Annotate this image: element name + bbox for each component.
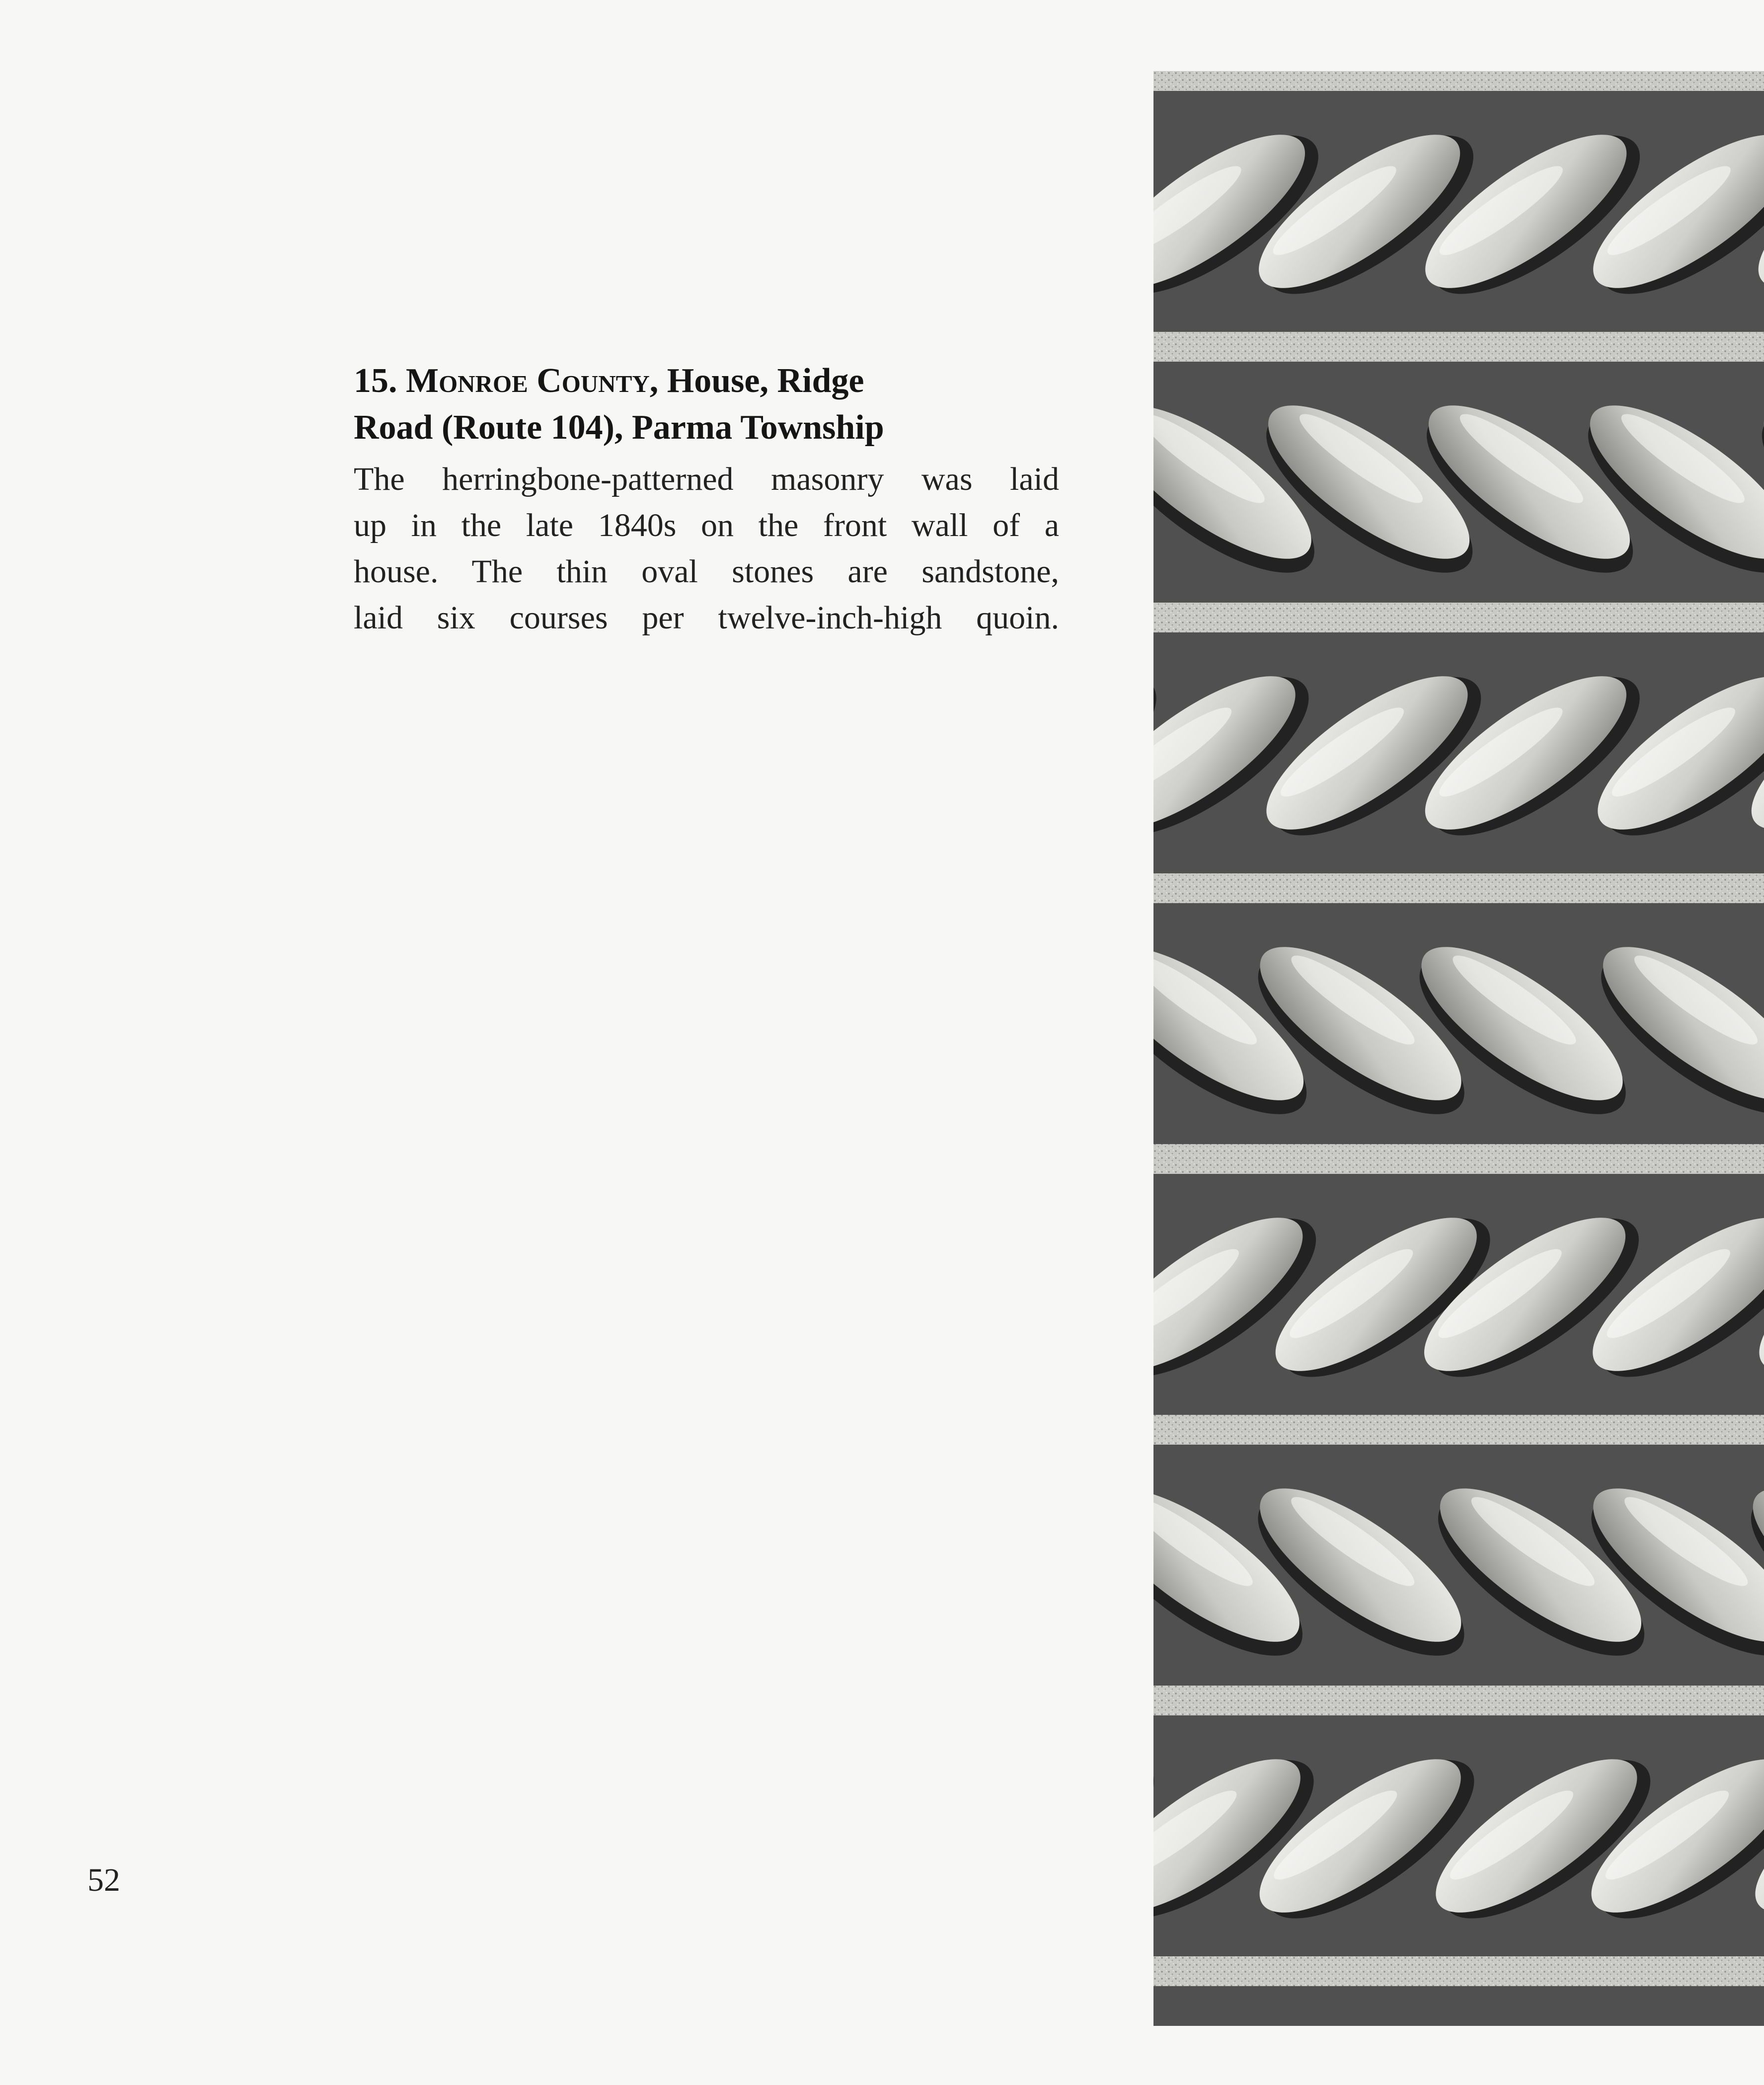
caption-title [354, 358, 1059, 451]
caption-body-line: laid six courses per twelve-inch-high quoin. [354, 600, 1059, 636]
mortar-band [1153, 603, 1764, 632]
mortar-band [1153, 332, 1764, 362]
course-recess [1153, 1986, 1764, 2026]
caption-body-line: The herringbone-patterned masonry was laid [354, 461, 1059, 497]
county-name: Monroe County, [406, 362, 659, 400]
mortar-band [1153, 873, 1764, 903]
caption-body-line: up in the late 1840s on the front wall of a [354, 507, 1059, 543]
caption-body-line: house. The thin oval stones are sandstone, [354, 553, 1059, 590]
caption-block [354, 358, 1059, 641]
caption-body [354, 456, 1059, 641]
title-line-2: Road (Route 104), Parma Township [354, 408, 884, 447]
title-line-1-rest: House, Ridge [667, 362, 864, 400]
masonry-courses [1153, 71, 1764, 2026]
figure-number: 15. [354, 362, 397, 400]
herringbone-masonry-image [1153, 71, 1764, 2026]
mortar-band [1153, 1956, 1764, 1986]
mortar-band [1153, 1144, 1764, 1174]
mortar-band [1153, 1415, 1764, 1445]
masonry-photo [1153, 71, 1764, 2026]
page-number: 52 [87, 1862, 120, 1898]
mortar-band [1153, 71, 1764, 91]
mortar-band [1153, 1686, 1764, 1715]
